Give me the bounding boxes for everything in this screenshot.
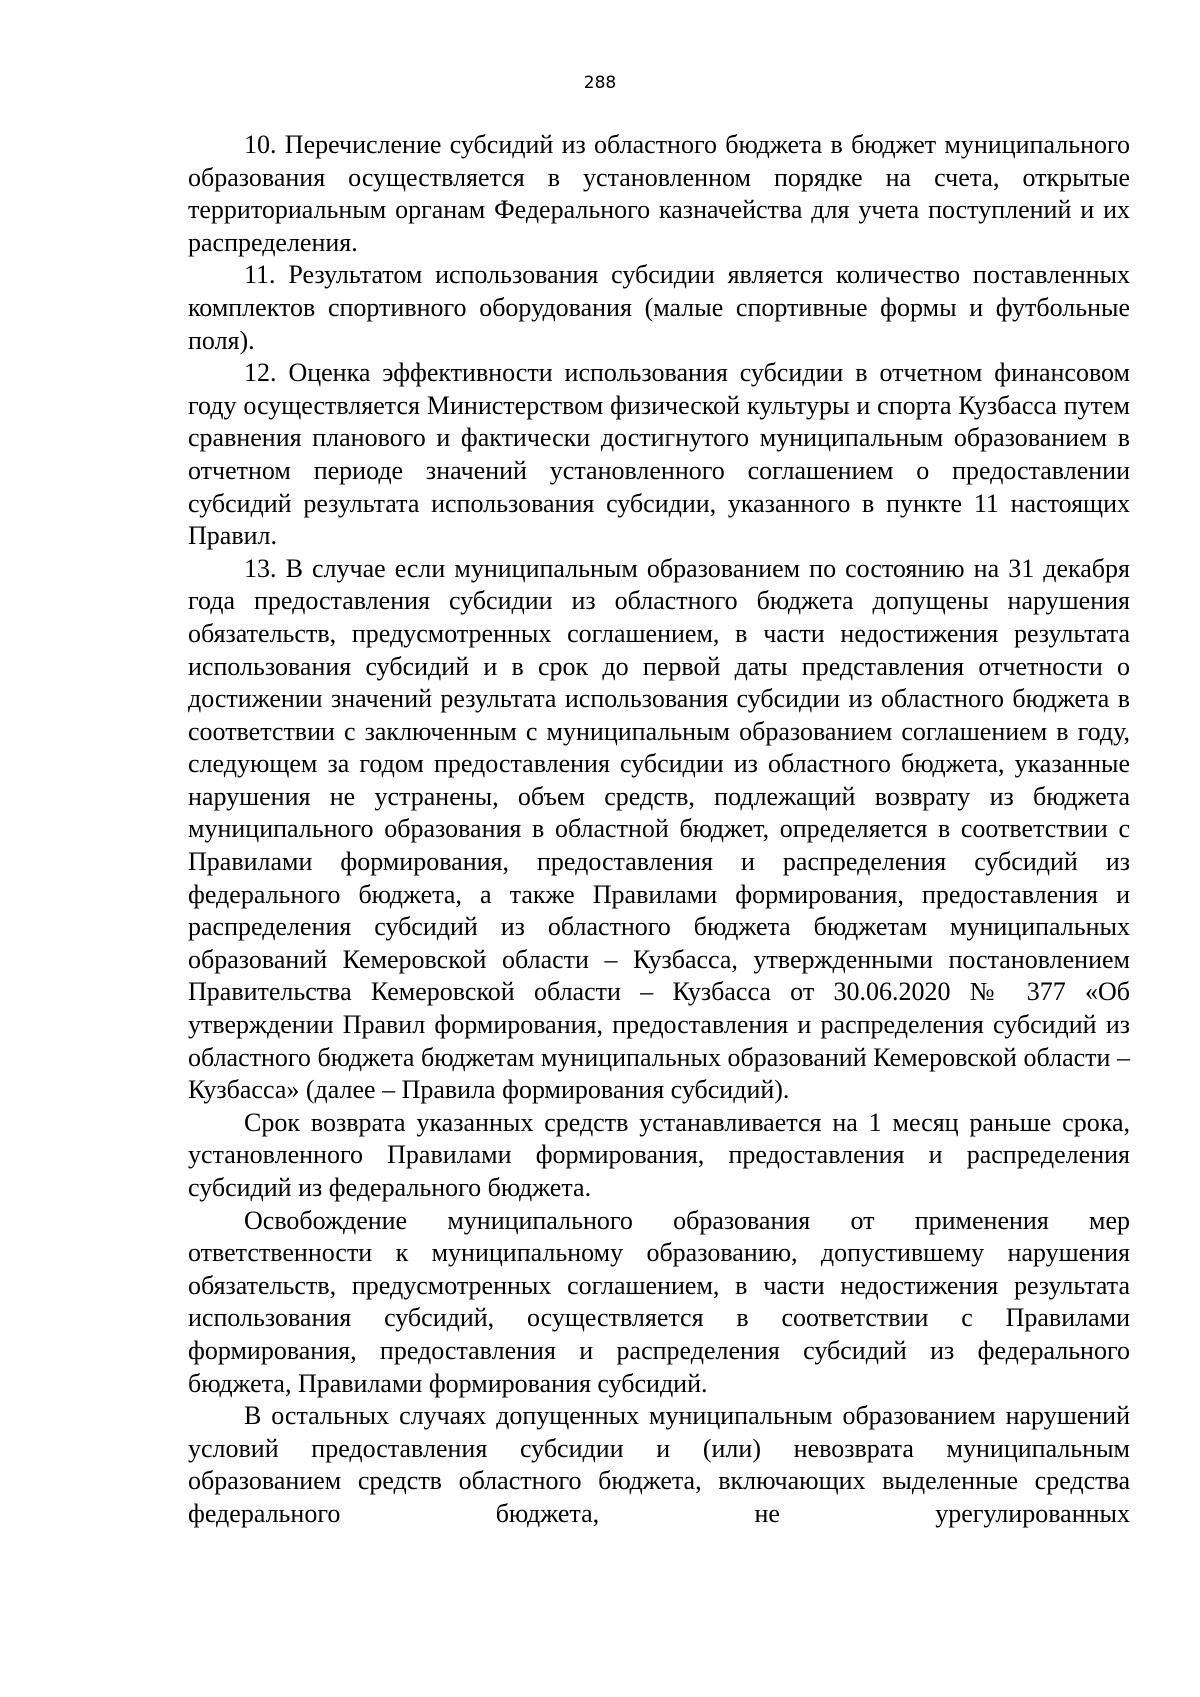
page-number: 288 bbox=[583, 73, 617, 93]
paragraph-10: 10. Перечисление субсидий из областного бюджета в бюджет муниципального образования осуществляется в установленном порядке на счета, открытые территориальным органам Федерального казначейства для учета поступлений и их распределения. bbox=[188, 130, 1130, 257]
paragraph-13: 13. В случае если муниципальным образованием по состоянию на 31 декабря года предоставления субсидии из областного бюджета допущены нарушения обязательств, предусмотренных соглашением, в части недостижения результата использования субсидий и в срок до первой даты представления отчетности о достижении значений результата использования субсидии из областного бюджета в соответствии с заключенным с муниципальным образованием соглашением в году, следующем за годом предоставления субсидии из областного бюджета, указанные нарушения не устранены, объем средств, подлежащий возврату из бюджета муниципального образования в областной бюджет, определяется в соответствии с Правилами формирования, предоставления и распределения субсидий из федерального бюджета, а также Правилами формирования, предоставления и распределения субсидий из областного бюджета бюджетам муниципальных образований Кемеровской области – Кузбасса, утвержденными постановлением Правительства Кемеровской области – Кузбасса от 30.06.2020 № 377 «Об утверждении Правил формирования, предоставления и распределения субсидий из областного бюджета бюджетам муниципальных образований Кемеровской области – Кузбасса» (далее – Правила формирования субсидий). bbox=[188, 553, 1130, 1105]
paragraph-refund-term: Срок возврата указанных средств устанавливается на 1 месяц раньше срока, установленного Правилами формирования, предоставления и распределения субсидий из федерального бюджета. bbox=[188, 1107, 1130, 1202]
document-body bbox=[188, 129, 1130, 1531]
paragraph-other-cases: В остальных случаях допущенных муниципальным образованием нарушений условий предоставления субсидии и (или) невозврата муниципальным образованием средств областного бюджета, включающих выделенные средства федерального бюджета, не урегулированных bbox=[188, 1401, 1130, 1528]
paragraph-11: 11. Результатом использования субсидии является количество поставленных комплектов спортивного оборудования (малые спортивные формы и футбольные поля). bbox=[188, 260, 1130, 355]
paragraph-12: 12. Оценка эффективности использования субсидии в отчетном финансовом году осуществляется Министерством физической культуры и спорта Кузбасса путем сравнения планового и фактически достигнутого муниципальным образованием в отчетном периоде значений установленного соглашением о предоставлении субсидий результата использования субсидии, указанного в пункте 11 настоящих Правил. bbox=[188, 358, 1130, 551]
paragraph-exemption: Освобождение муниципального образования от применения мер ответственности к муниципальному образованию, допустившему нарушения обязательств, предусмотренных соглашением, в части недостижения результата использования субсидий, осуществляется в соответствии с Правилами формирования, предоставления и распределения субсидий из федерального бюджета, Правилами формирования субсидий. bbox=[188, 1205, 1130, 1398]
